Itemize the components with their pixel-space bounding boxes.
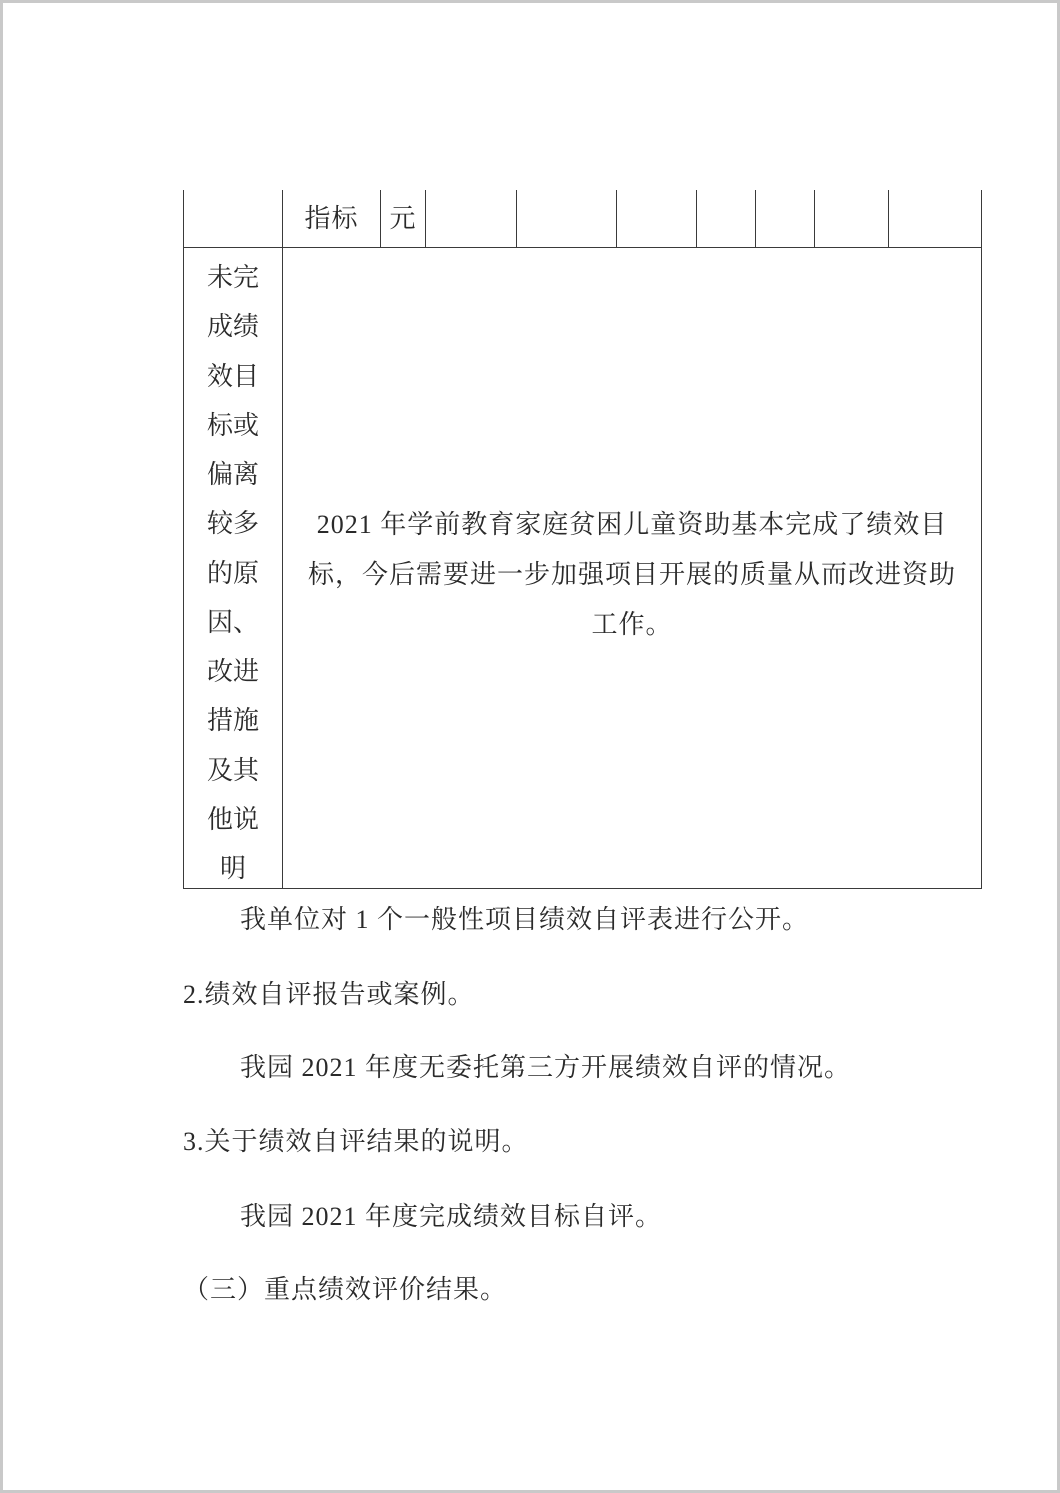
reason-label-line: 因、 — [206, 607, 259, 637]
table-cell-empty — [889, 190, 982, 248]
table-cell-empty — [617, 190, 697, 248]
reason-label-line: 未完 — [206, 263, 259, 292]
subsection-heading: 2.绩效自评报告或案例。 — [183, 980, 475, 1009]
reason-label-line: 明 — [219, 854, 246, 883]
reason-content-cell — [283, 248, 982, 889]
reason-label-line: 他说 — [206, 804, 259, 834]
reason-label-cell — [183, 248, 283, 889]
reason-content-line: 工作。 — [591, 610, 673, 639]
reason-label-line: 标或 — [206, 410, 259, 440]
reason-label-line: 较多 — [206, 509, 259, 539]
subsection-heading: 3.关于绩效自评结果的说明。 — [183, 1127, 529, 1156]
table-cell-empty — [426, 190, 517, 248]
reason-label-line: 的原 — [206, 558, 259, 588]
reason-label-line: 及其 — [206, 755, 259, 785]
table-cell-empty — [183, 190, 283, 248]
body-paragraph: 我园 2021 年度完成绩效目标自评。 — [240, 1202, 663, 1231]
table-cell-empty — [756, 190, 815, 248]
table-cell-unit: 元 — [381, 190, 426, 248]
reason-label-line: 改进 — [206, 657, 259, 686]
body-paragraph: 我单位对 1 个一般性项目绩效自评表进行公开。 — [240, 905, 810, 934]
reason-content-line: 2021 年学前教育家庭贫困儿童资助基本完成了绩效目 — [316, 510, 948, 539]
performance-table — [183, 190, 982, 889]
table-cell-indicator: 指标 — [283, 190, 381, 248]
reason-label-line: 效目 — [206, 361, 259, 391]
reason-content-line: 标，今后需要进一步加强项目开展的质量从而改进资助 — [307, 560, 956, 589]
table-cell-empty — [517, 190, 617, 248]
body-paragraph: 我园 2021 年度无委托第三方开展绩效自评的情况。 — [240, 1053, 852, 1082]
table-cell-empty — [697, 190, 756, 248]
reason-label-line: 措施 — [206, 706, 259, 736]
table-cell-empty — [815, 190, 889, 248]
reason-label-line: 成绩 — [206, 312, 259, 342]
reason-label-line: 偏离 — [206, 460, 259, 489]
section-heading: （三）重点绩效评价结果。 — [183, 1275, 508, 1304]
